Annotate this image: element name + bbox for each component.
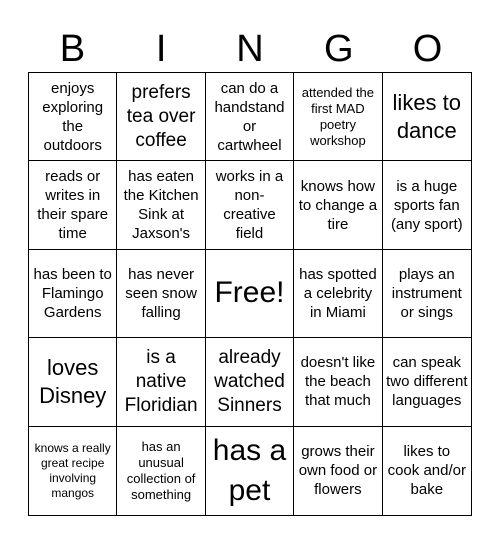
bingo-cell-3-5[interactable] <box>383 250 471 338</box>
cell-text: can speak two different languages <box>386 354 468 410</box>
cell-text: attended the first MAD poetry workshop <box>301 84 375 148</box>
cell-text: plays an instrument or sings <box>391 265 462 321</box>
bingo-cell-3-4[interactable] <box>294 250 382 338</box>
bingo-cell-5-1[interactable] <box>29 427 117 515</box>
header-letter-g: G <box>324 28 354 70</box>
bingo-cell-2-1[interactable] <box>29 161 117 249</box>
bingo-cell-4-1[interactable] <box>29 338 117 426</box>
bingo-grid <box>28 72 472 516</box>
bingo-cell-2-4[interactable] <box>294 161 382 249</box>
cell-text: has been to Flamingo Gardens <box>33 265 112 321</box>
cell-text: has spotted a celebrity in Miami <box>299 265 377 321</box>
bingo-cell-2-3[interactable] <box>206 161 294 249</box>
bingo-cell-1-1[interactable] <box>29 73 117 161</box>
cell-text: is a native Floridian <box>124 346 198 416</box>
bingo-cell-2-5[interactable] <box>383 161 471 249</box>
cell-text: can do a handstand or cartwheel <box>214 79 285 154</box>
cell-text: knows a really great recipe involving mangos <box>34 440 111 500</box>
bingo-cell-1-4[interactable] <box>294 73 382 161</box>
bingo-cell-3-1[interactable] <box>29 250 117 338</box>
cell-text: has an unusual collection of something <box>126 438 196 502</box>
cell-text: has never seen snow falling <box>125 265 197 321</box>
bingo-cell-free[interactable] <box>206 250 294 338</box>
cell-text: loves Disney <box>39 354 107 408</box>
bingo-cell-2-2[interactable] <box>117 161 205 249</box>
bingo-header <box>28 24 472 74</box>
cell-text: likes to dance <box>392 89 462 143</box>
cell-text: grows their own food or flowers <box>298 443 378 499</box>
bingo-cell-4-4[interactable] <box>294 338 382 426</box>
cell-text: doesn't like the beach that much <box>300 354 376 410</box>
cell-text: reads or writes in their spare time <box>37 168 109 243</box>
cell-text: knows how to change a tire <box>298 177 378 233</box>
bingo-cell-1-3[interactable] <box>206 73 294 161</box>
header-letter-o: O <box>412 28 443 70</box>
bingo-cell-5-3[interactable] <box>206 427 294 515</box>
bingo-cell-5-2[interactable] <box>117 427 205 515</box>
bingo-cell-4-5[interactable] <box>383 338 471 426</box>
free-space-label: Free! <box>214 276 285 310</box>
cell-text: is a huge sports fan (any sport) <box>390 177 463 233</box>
bingo-cell-1-5[interactable] <box>383 73 471 161</box>
bingo-cell-5-4[interactable] <box>294 427 382 515</box>
cell-text: likes to cook and/or bake <box>387 443 466 499</box>
cell-text: works in a non-creative field <box>215 168 284 243</box>
cell-text: has eaten the Kitchen Sink at Jaxson's <box>123 168 199 243</box>
header-letter-n: N <box>236 28 264 70</box>
cell-text: enjoys exploring the outdoors <box>42 79 104 154</box>
bingo-cell-4-2[interactable] <box>117 338 205 426</box>
bingo-cell-3-2[interactable] <box>117 250 205 338</box>
cell-text: prefers tea over coffee <box>126 81 196 151</box>
bingo-cell-5-5[interactable] <box>383 427 471 515</box>
header-letter-i: I <box>155 28 167 70</box>
cell-text: has a pet <box>212 433 287 507</box>
bingo-cell-4-3[interactable] <box>206 338 294 426</box>
header-letter-b: B <box>59 28 86 70</box>
cell-text: already watched Sinners <box>214 346 285 416</box>
bingo-cell-1-2[interactable] <box>117 73 205 161</box>
